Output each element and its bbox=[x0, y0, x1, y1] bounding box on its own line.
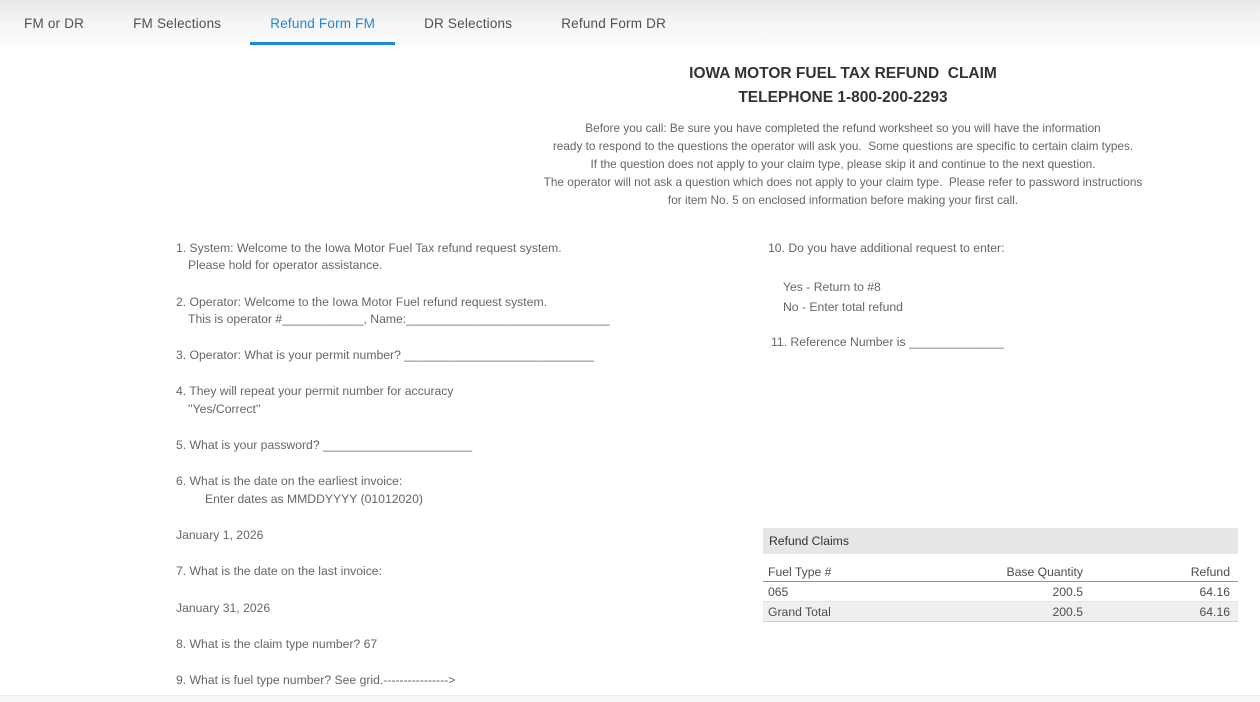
fuel-type-grid-pointer: 9. What is fuel type number? See grid.----------------> bbox=[176, 673, 456, 688]
password-blank: 5. What is your password? ______________________ bbox=[176, 438, 473, 453]
script-item-line: Please hold for operator assistance. bbox=[188, 258, 383, 273]
cell-grand-total-label: Grand Total bbox=[768, 604, 831, 619]
script-right-column bbox=[768, 240, 1198, 352]
cell-fuel-type[interactable]: 065 bbox=[768, 584, 789, 599]
invoice-end-date bbox=[176, 600, 716, 617]
script-item-line: 4. They will repeat your permit number for accuracy bbox=[176, 384, 454, 399]
script-item-line: 1. System: Welcome to the Iowa Motor Fuel Tax refund request system. bbox=[176, 241, 562, 255]
col-header-refund: Refund bbox=[1190, 564, 1230, 579]
intro-paragraph bbox=[380, 119, 1260, 209]
option-no: No - Enter total refund bbox=[783, 300, 903, 315]
intro-line: for item No. 5 on enclosed information before making your first call. bbox=[667, 193, 1019, 207]
script-item-8 bbox=[176, 636, 716, 653]
script-left-column bbox=[176, 240, 716, 702]
end-date-value: January 31, 2026 bbox=[176, 600, 271, 615]
page-title: IOWA MOTOR FUEL TAX REFUND CLAIM bbox=[689, 65, 997, 82]
script-item-line: ''Yes/Correct'' bbox=[188, 401, 261, 416]
telephone-line: TELEPHONE 1-800-200-2293 bbox=[738, 89, 948, 106]
script-item-7 bbox=[176, 563, 716, 580]
col-header-fuel-type: Fuel Type # bbox=[768, 564, 832, 579]
claim-type-number: 8. What is the claim type number? 67 bbox=[176, 636, 378, 651]
permit-number-blank: 3. Operator: What is your permit number? ____________________________ bbox=[176, 348, 595, 363]
date-format-hint: Enter dates as MMDDYYYY (01012020) bbox=[205, 491, 423, 506]
start-date-value: January 1, 2026 bbox=[176, 527, 264, 542]
sheet-tab-bar bbox=[0, 0, 1260, 46]
cell-base-quantity[interactable]: 200.5 bbox=[1052, 584, 1083, 599]
bottom-edge-strip bbox=[0, 695, 1260, 702]
cell-grand-total-quantity[interactable]: 200.5 bbox=[1052, 604, 1083, 619]
script-item-10: 10. Do you have additional request to enter: bbox=[768, 241, 1005, 255]
script-item-6 bbox=[176, 473, 716, 508]
script-item-9 bbox=[176, 672, 716, 689]
script-item-2 bbox=[176, 294, 716, 329]
option-yes: Yes - Return to #8 bbox=[783, 280, 881, 295]
invoice-start-date bbox=[176, 527, 716, 544]
script-item-line: 6. What is the date on the earliest invoice: bbox=[176, 474, 403, 489]
tab-dr-selections[interactable]: DR Selections bbox=[424, 15, 513, 31]
intro-line: The operator will not ask a question which does not apply to your claim type. Please refer to password instructions bbox=[543, 175, 1143, 189]
operator-name-blank: This is operator #____________, Name:______________________________ bbox=[188, 311, 610, 326]
tab-refund-form-dr[interactable]: Refund Form DR bbox=[561, 15, 667, 31]
refund-claims-table bbox=[763, 528, 1238, 622]
col-header-base-quantity: Base Quantity bbox=[1006, 564, 1083, 579]
script-item-1 bbox=[176, 240, 716, 275]
intro-line: ready to respond to the questions the operator will ask you. Some questions are specific to certain claim types. bbox=[552, 139, 1134, 153]
table-row[interactable] bbox=[763, 582, 1238, 602]
script-item-4 bbox=[176, 383, 716, 418]
table-grand-total-row[interactable] bbox=[763, 602, 1238, 622]
form-header bbox=[426, 62, 1260, 110]
table-title: Refund Claims bbox=[763, 528, 1238, 554]
tab-fm-selections[interactable]: FM Selections bbox=[133, 15, 222, 31]
script-item-5 bbox=[176, 437, 716, 454]
script-item-line: 7. What is the date on the last invoice: bbox=[176, 564, 382, 579]
script-item-11: 11. Reference Number is ______________ bbox=[771, 335, 1004, 350]
script-item-3 bbox=[176, 347, 716, 364]
tab-fm-or-dr[interactable]: FM or DR bbox=[24, 15, 85, 31]
script-item-line: 2. Operator: Welcome to the Iowa Motor Fuel refund request system. bbox=[176, 294, 547, 309]
intro-line: If the question does not apply to your claim type, please skip it and continue to the next question. bbox=[590, 157, 1096, 171]
cell-refund[interactable]: 64.16 bbox=[1199, 584, 1230, 599]
intro-line: Before you call: Be sure you have completed the refund worksheet so you will have the information bbox=[585, 121, 1101, 135]
table-header-row bbox=[763, 562, 1238, 582]
cell-grand-total-refund[interactable]: 64.16 bbox=[1199, 604, 1230, 619]
tab-refund-form-fm[interactable]: Refund Form FM bbox=[250, 0, 395, 46]
